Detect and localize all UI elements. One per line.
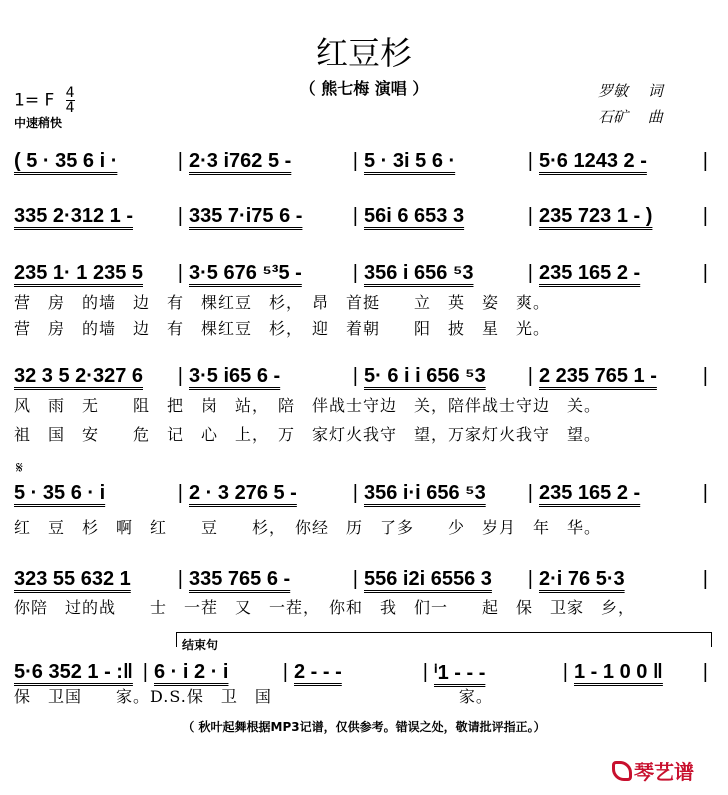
song-title: 红豆杉 [315,34,412,72]
lyrics-line: 祖 国 安 危 记 心 上， 万 家灯火我守 望，万家灯火我守 望。 [14,425,602,444]
lyrics-line: 保 卫国 家。D.S.保 卫 国 家。 [14,687,493,706]
measure: 235 1· 1 235 5 [14,262,143,284]
measure: ( 5 · 35 6 i · [14,150,118,172]
barline: | [352,482,358,504]
time-bottom: 4 [65,100,75,116]
measure: 235 165 2 - [539,482,641,504]
time-signature [66,86,75,115]
measure: 323 55 632 1 [14,568,131,590]
barline: | [527,205,533,227]
score-line [14,568,714,591]
barline: | [177,262,183,284]
key-signature [14,86,75,115]
key: 1= F [14,90,55,111]
tempo: 中速稍快 [14,116,63,130]
measure: 356 i 656 ⁵3 [364,262,474,284]
ending-label: 结束句 [182,638,219,652]
lyrics-line: 风 雨 无 阻 把 岗 站， 陪 伴战士守边 关，陪伴战士守边 关。 [14,396,602,415]
lyricist: 罗敏 词 [598,82,663,100]
barline: | [527,365,533,387]
measure: 2·3 i762 5 - [189,150,292,172]
measure: 56i 6 653 3 [364,205,465,227]
time-top: 4 [65,85,75,101]
score-line [14,660,714,685]
measure: 335 765 6 - [189,568,291,590]
measure: 5· 6 i i 656 ⁵3 [364,365,486,387]
barline: | [702,661,708,683]
measure: ⁱ1 - - - [434,662,486,684]
logo [612,756,694,785]
barline: | [352,365,358,387]
barline: | [352,262,358,284]
barline: | [352,150,358,172]
barline: | [527,482,533,504]
lyrics-line: 营 房 的墙 边 有 棵红豆 杉， 昂 首挺 立 英 姿 爽。 [14,293,551,312]
measure: 3·5 676 ⁵³5 - [189,262,302,284]
barline: | [702,262,708,284]
segno-icon: 𝄋 [16,458,23,477]
barline: | [527,568,533,590]
barline: | [282,661,288,683]
barline: | [177,482,183,504]
footnote: （ 秋叶起舞根据MP3记谱，仅供参考。错误之处，敬请批评指正。） [182,720,546,734]
barline: | [352,205,358,227]
measure: 2 - - - [294,661,342,683]
barline: | [527,150,533,172]
score-line [14,365,714,388]
barline: | [702,205,708,227]
measure: 1 - 1 0 0 ‖ [574,661,663,683]
barline: | [142,661,148,683]
score-line [14,262,714,285]
barline: | [177,205,183,227]
measure: 5·6 1243 2 - [539,150,647,172]
barline: | [422,661,428,683]
barline: | [177,365,183,387]
measure: 2 · 3 276 5 - [189,482,297,504]
measure: 3·5 i65 6 - [189,365,281,387]
measure: 6 · i 2 · i [154,661,229,683]
measure: 2 235 765 1 - [539,365,657,387]
score-line [14,482,714,505]
singer: （ 熊七梅 演唱 ） [299,79,429,98]
measure: 2·i 76 5·3 [539,568,625,590]
barline: | [702,568,708,590]
ending-bracket [176,632,712,647]
measure: 335 2·312 1 - [14,205,133,227]
logo-icon [612,761,632,781]
measure: 235 723 1 - ) [539,205,653,227]
score-line [14,150,714,173]
measure: 5 · 35 6 · i [14,482,106,504]
barline: | [702,150,708,172]
barline: | [527,262,533,284]
measure: 335 7·i75 6 - [189,205,303,227]
barline: | [702,365,708,387]
score-line [14,205,714,228]
measure: 356 i·i 656 ⁵3 [364,482,486,504]
measure: 556 i2i 6556 3 [364,568,492,590]
composer: 石矿 曲 [598,108,663,126]
measure: 32 3 5 2·327 6 [14,365,143,387]
barline: | [177,568,183,590]
lyrics-line: 你陪 过的战 士 一茬 又 一茬， 你和 我 们一 起 保 卫家 乡， [14,598,636,617]
lyrics-line: 红 豆 杉 啊 红 豆 杉， 你经 历 了多 少 岁月 年 华。 [14,518,602,537]
barline: | [177,150,183,172]
lyrics-line: 营 房 的墙 边 有 棵红豆 杉， 迎 着朝 阳 披 星 光。 [14,319,551,338]
measure: 235 165 2 - [539,262,641,284]
barline: | [562,661,568,683]
measure: 5·6 352 1 - :‖ [14,661,133,683]
barline: | [352,568,358,590]
measure: 5 · 3i 5 6 · [364,150,456,172]
logo-text: 琴艺谱 [634,760,694,784]
barline: | [702,482,708,504]
